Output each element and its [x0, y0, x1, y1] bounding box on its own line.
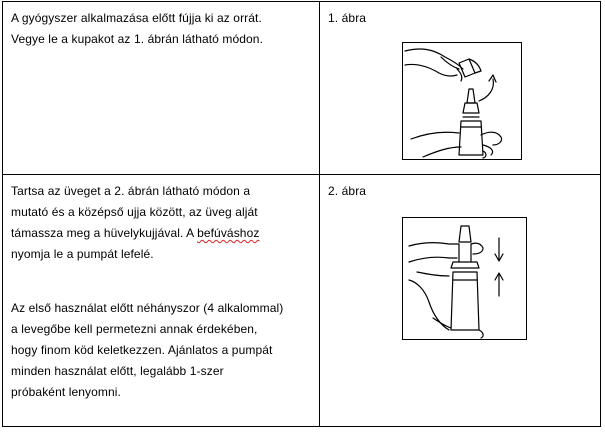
row1-instruction-cell [3, 2, 319, 174]
note-line4: minden használat előtt, legalább 1-szer [11, 364, 224, 378]
paragraph-gap [11, 265, 313, 298]
row2-figure-cell [320, 175, 600, 426]
press-pump-illustration-icon [402, 217, 527, 340]
note-line1: Az első használat előtt néhányszor (4 alkalommal) [11, 301, 284, 315]
row1-figure-cell [320, 2, 600, 174]
row2-line3 [11, 223, 313, 244]
row2-line1: Tartsa az üveget a 2. ábrán látható módon a [11, 184, 251, 198]
row1-line1: A gyógyszer alkalmazása előtt fújja ki az orrát. [11, 11, 262, 25]
row2-line2: mutató és a középső ujja között, az üveg alját [11, 205, 258, 219]
note-line2: a levegőbe kell permetezni annak érdekében, [11, 322, 258, 336]
row1-line2: Vegye le a kupakot az 1. ábrán látható módon. [11, 32, 264, 46]
spellcheck-word: befúváshoz [197, 226, 260, 240]
note-line3: hogy finom köd keletkezzen. Ajánlatos a pumpát [11, 343, 273, 357]
row2-line4: nyomja le a pumpát lefelé. [11, 247, 154, 261]
row2-line3-text: támassza meg a hüvelykujjával. A [11, 226, 198, 240]
remove-cap-illustration-icon [402, 42, 522, 160]
instruction-table [2, 1, 601, 427]
figure2-label: 2. ábra [328, 184, 367, 198]
figure1-label: 1. ábra [328, 11, 367, 25]
row2-instruction-cell [3, 175, 319, 426]
note-line5: próbaként lenyomni. [11, 385, 121, 399]
